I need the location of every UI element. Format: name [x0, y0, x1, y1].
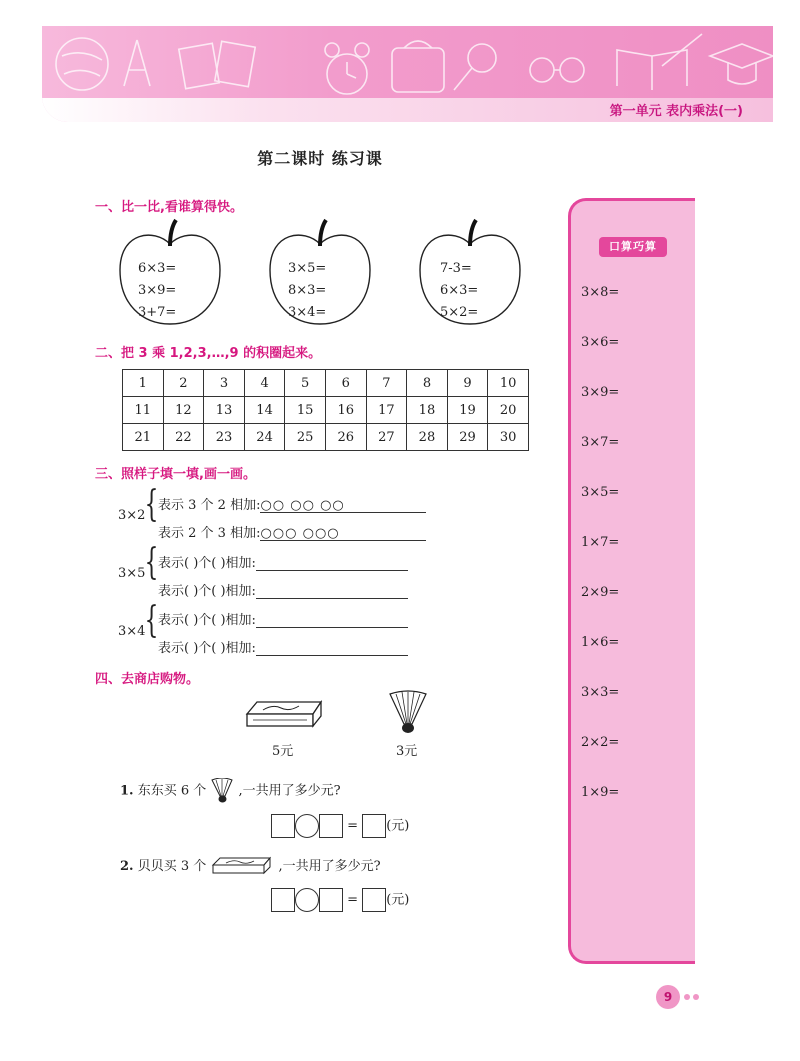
shuttlecock-price: 3元 — [396, 744, 418, 759]
unit-label: (元) — [386, 892, 410, 908]
apple-1-eq-2: 3×9= — [138, 283, 177, 298]
grid-cell[interactable]: 11 — [123, 397, 164, 424]
apple-3-eq-3: 5×2= — [440, 305, 479, 320]
grid-cell[interactable]: 27 — [366, 424, 407, 451]
apple-2-eq-1: 3×5= — [288, 261, 327, 276]
shuttlecock-icon — [210, 778, 234, 804]
header-banner — [42, 26, 773, 122]
apple-1 — [114, 218, 226, 330]
sidebar-badge: 口算巧算 — [599, 237, 667, 257]
sidebar-item: 3×9= — [581, 385, 620, 400]
table-row — [123, 424, 529, 451]
fill-line-label: 表示( )个( )相加: — [158, 613, 256, 628]
grid-cell[interactable]: 18 — [407, 397, 448, 424]
question-1-number: 1. — [120, 783, 134, 799]
answer-line[interactable] — [256, 613, 408, 628]
unit-label: (元) — [386, 818, 410, 834]
answer-box[interactable] — [319, 888, 343, 912]
decorative-dot — [684, 994, 690, 1000]
apple-2-eq-3: 3×4= — [288, 305, 327, 320]
sidebar-item: 3×7= — [581, 435, 620, 450]
expression-3x4: 3×4 — [118, 624, 146, 639]
number-grid — [122, 369, 529, 451]
sidebar-item: 3×5= — [581, 485, 620, 500]
answer-box[interactable] — [319, 814, 343, 838]
pencil-box-icon — [210, 856, 274, 878]
grid-cell[interactable]: 15 — [285, 397, 326, 424]
grid-cell[interactable]: 9 — [447, 370, 488, 397]
question-1-text-b: ,一共用了多少元? — [238, 783, 341, 799]
brace-icon: { — [144, 600, 159, 641]
grid-cell[interactable]: 7 — [366, 370, 407, 397]
fill-line-label: 表示( )个( )相加: — [158, 584, 256, 599]
apple-3-eq-1: 7-3= — [440, 261, 472, 276]
answer-box[interactable] — [362, 814, 386, 838]
grid-cell[interactable]: 28 — [407, 424, 448, 451]
grid-cell[interactable]: 6 — [325, 370, 366, 397]
grid-cell[interactable]: 10 — [488, 370, 529, 397]
grid-cell[interactable]: 5 — [285, 370, 326, 397]
answer-equation-2 — [271, 888, 409, 912]
grid-cell[interactable]: 30 — [488, 424, 529, 451]
question-1-text-a: 东东买 6 个 — [137, 783, 207, 799]
apple-1-eq-1: 6×3= — [138, 261, 177, 276]
grid-cell[interactable]: 17 — [366, 397, 407, 424]
apple-3 — [414, 218, 526, 330]
grid-cell[interactable]: 22 — [163, 424, 204, 451]
sidebar-item: 3×6= — [581, 335, 620, 350]
apple-1-eq-3: 3+7= — [138, 305, 177, 320]
unit-title: 第一单元 表内乘法(一) — [609, 104, 743, 119]
fill-line — [158, 609, 408, 628]
section-3-title: 三、照样子填一填,画一画。 — [95, 467, 256, 482]
answer-box[interactable] — [271, 888, 295, 912]
sidebar-item: 3×3= — [581, 685, 620, 700]
apple-2 — [264, 218, 376, 330]
grid-cell[interactable]: 21 — [123, 424, 164, 451]
equals-sign: = — [347, 818, 359, 834]
example-expression: 3×2 — [118, 508, 146, 523]
grid-cell[interactable]: 8 — [407, 370, 448, 397]
expression-3x5: 3×5 — [118, 566, 146, 581]
example-line-2-label: 表示 2 个 3 相加: — [158, 526, 261, 541]
brace-icon: { — [144, 484, 159, 525]
answer-equation-1 — [271, 814, 409, 838]
section-1-title: 一、比一比,看谁算得快。 — [95, 200, 243, 215]
fill-line — [158, 580, 408, 599]
operator-circle[interactable] — [295, 814, 319, 838]
example-line-1 — [158, 494, 426, 513]
question-2-number: 2. — [120, 859, 134, 874]
equals-sign: = — [347, 892, 359, 908]
fill-line — [158, 552, 408, 571]
section-4-title: 四、去商店购物。 — [95, 672, 200, 687]
sidebar-item: 2×9= — [581, 585, 620, 600]
table-row — [123, 397, 529, 424]
answer-box[interactable] — [362, 888, 386, 912]
grid-cell[interactable]: 29 — [447, 424, 488, 451]
operator-circle[interactable] — [295, 888, 319, 912]
sidebar-item: 1×7= — [581, 535, 620, 550]
fill-line-label: 表示( )个( )相加: — [158, 556, 256, 571]
answer-line[interactable] — [256, 556, 408, 571]
grid-cell[interactable]: 14 — [244, 397, 285, 424]
grid-cell[interactable]: 25 — [285, 424, 326, 451]
grid-cell[interactable]: 1 — [123, 370, 164, 397]
decorative-dot — [693, 994, 699, 1000]
grid-cell[interactable]: 19 — [447, 397, 488, 424]
question-2 — [120, 855, 381, 878]
sidebar-item: 1×6= — [581, 635, 620, 650]
sidebar-item: 1×9= — [581, 785, 620, 800]
grid-cell[interactable]: 16 — [325, 397, 366, 424]
pencil-box-price: 5元 — [272, 744, 294, 759]
grid-cell[interactable]: 13 — [204, 397, 245, 424]
brace-icon: { — [144, 542, 159, 583]
apple-2-eq-2: 8×3= — [288, 283, 327, 298]
answer-line[interactable] — [256, 584, 408, 599]
grid-cell[interactable]: 24 — [244, 424, 285, 451]
shuttlecock-icon — [386, 690, 430, 736]
lesson-title: 第二课时 练习课 — [257, 149, 383, 168]
fill-line — [158, 637, 408, 656]
grid-cell[interactable]: 2 — [163, 370, 204, 397]
grid-cell[interactable]: 26 — [325, 424, 366, 451]
sidebar-item: 2×2= — [581, 735, 620, 750]
pencil-box-icon — [243, 698, 325, 734]
page-number: 9 — [656, 985, 680, 1009]
sidebar-item: 3×8= — [581, 285, 620, 300]
mental-math-sidebar — [568, 198, 695, 964]
apple-3-eq-2: 6×3= — [440, 283, 479, 298]
grid-cell[interactable]: 4 — [244, 370, 285, 397]
question-2-text-b: ,一共用了多少元? — [278, 859, 381, 874]
section-2-title: 二、把 3 乘 1,2,3,…,9 的积圈起来。 — [95, 346, 322, 361]
answer-box[interactable] — [271, 814, 295, 838]
grid-cell[interactable]: 3 — [204, 370, 245, 397]
fill-line-label: 表示( )个( )相加: — [158, 641, 256, 656]
example-line-1-circles: ○○ ○○ ○○ — [260, 498, 426, 513]
question-1 — [120, 778, 341, 804]
grid-cell[interactable]: 20 — [488, 397, 529, 424]
question-2-text-a: 贝贝买 3 个 — [137, 859, 207, 874]
grid-cell[interactable]: 23 — [204, 424, 245, 451]
example-line-2-circles: ○○○ ○○○ — [260, 526, 426, 541]
grid-cell[interactable]: 12 — [163, 397, 204, 424]
example-line-1-label: 表示 3 个 2 相加: — [158, 498, 261, 513]
answer-line[interactable] — [256, 641, 408, 656]
example-line-2 — [158, 522, 426, 541]
table-row — [123, 370, 529, 397]
